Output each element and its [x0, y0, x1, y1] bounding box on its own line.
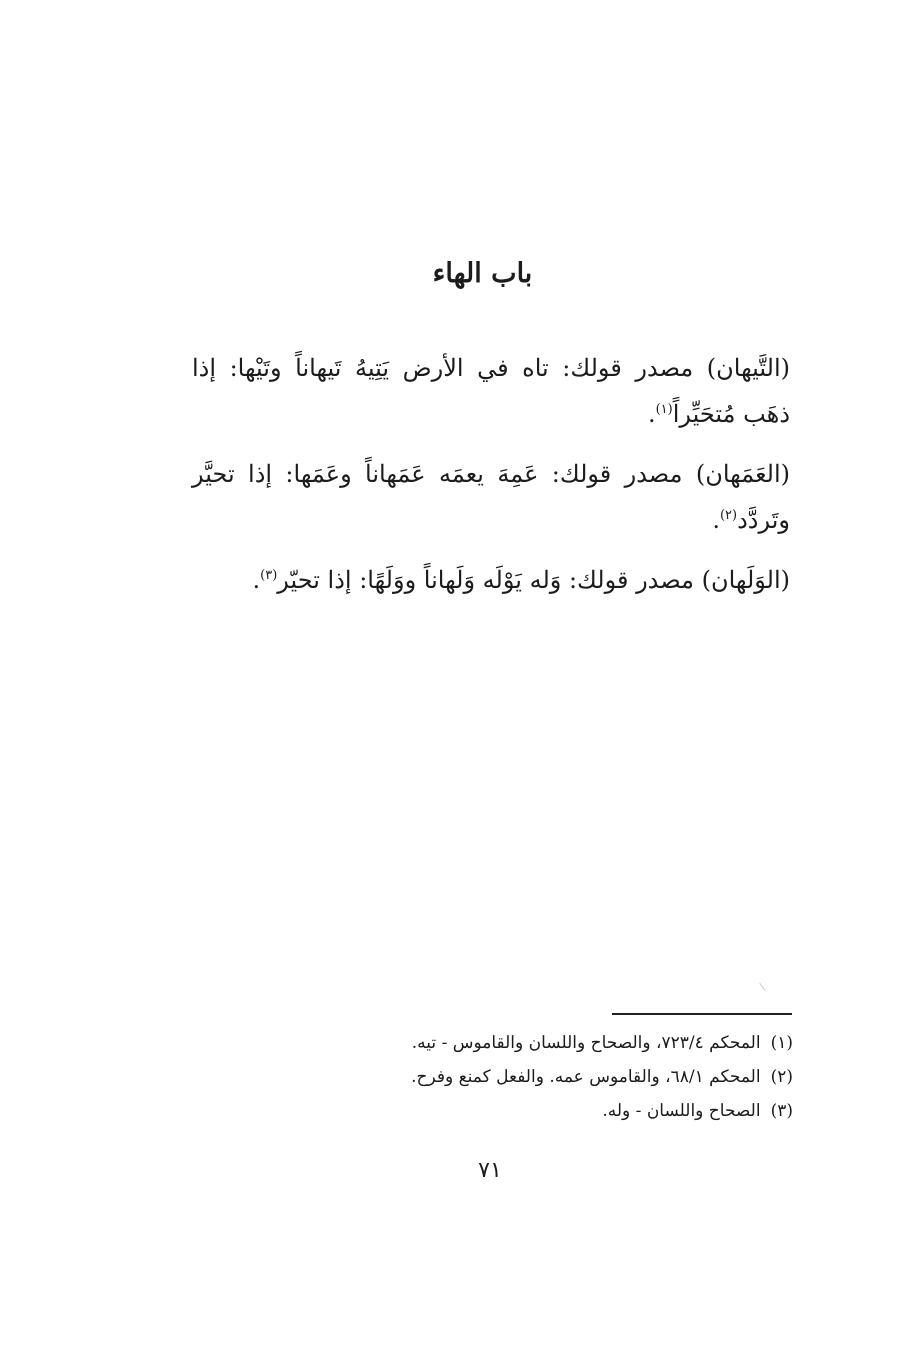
entry-text: (التَّيهان) مصدر قولك: تاه في الأرض يَتِيهُ تَيهاناً وتَيْها: إذا ذهَب مُتحَيِّراً	[192, 354, 790, 428]
entry-text: (العَمَهان) مصدر قولك: عَمِهَ يعمَه عَمَهاناً وعَمَها: إذا تحيَّر وتَردَّد	[192, 460, 790, 534]
footnote-ref: (٣)	[260, 568, 278, 583]
dictionary-entries	[192, 345, 790, 617]
entry-walahan	[192, 557, 790, 603]
footnote-number: (٣)	[770, 1101, 793, 1121]
page-number: ٧١	[478, 1158, 502, 1183]
footnote-number: (٢)	[770, 1067, 793, 1087]
footnote-number: (١)	[770, 1033, 793, 1053]
footnote-ref: (١)	[655, 402, 673, 417]
paper-speck	[759, 983, 766, 992]
footnote-2	[300, 1060, 793, 1094]
footnote-1	[300, 1026, 793, 1060]
footnote-text: الصحاح واللسان - وله.	[602, 1101, 761, 1121]
chapter-title: باب الهاء	[432, 258, 533, 289]
entry-end: .	[712, 506, 720, 534]
footnote-text: المحكم ٦٨/١، والقاموس عمه. والفعل كمنع وفرح.	[411, 1067, 761, 1087]
entry-amahan	[192, 451, 790, 543]
entry-end: .	[252, 566, 261, 594]
entry-end: .	[647, 400, 656, 428]
entry-text: (الوَلَهان) مصدر قولك: وَله يَوْلَه وَلَهاناً ووَلَهًا: إذا تحيّر	[277, 566, 790, 594]
entry-tayhan	[192, 345, 790, 437]
footnote-divider	[612, 1013, 792, 1015]
footnote-3	[300, 1094, 793, 1128]
footnotes	[300, 1026, 793, 1128]
footnote-ref: (٢)	[719, 508, 738, 523]
footnote-text: المحكم ٧٢٣/٤، والصحاح واللسان والقاموس - تيه.	[411, 1033, 761, 1053]
